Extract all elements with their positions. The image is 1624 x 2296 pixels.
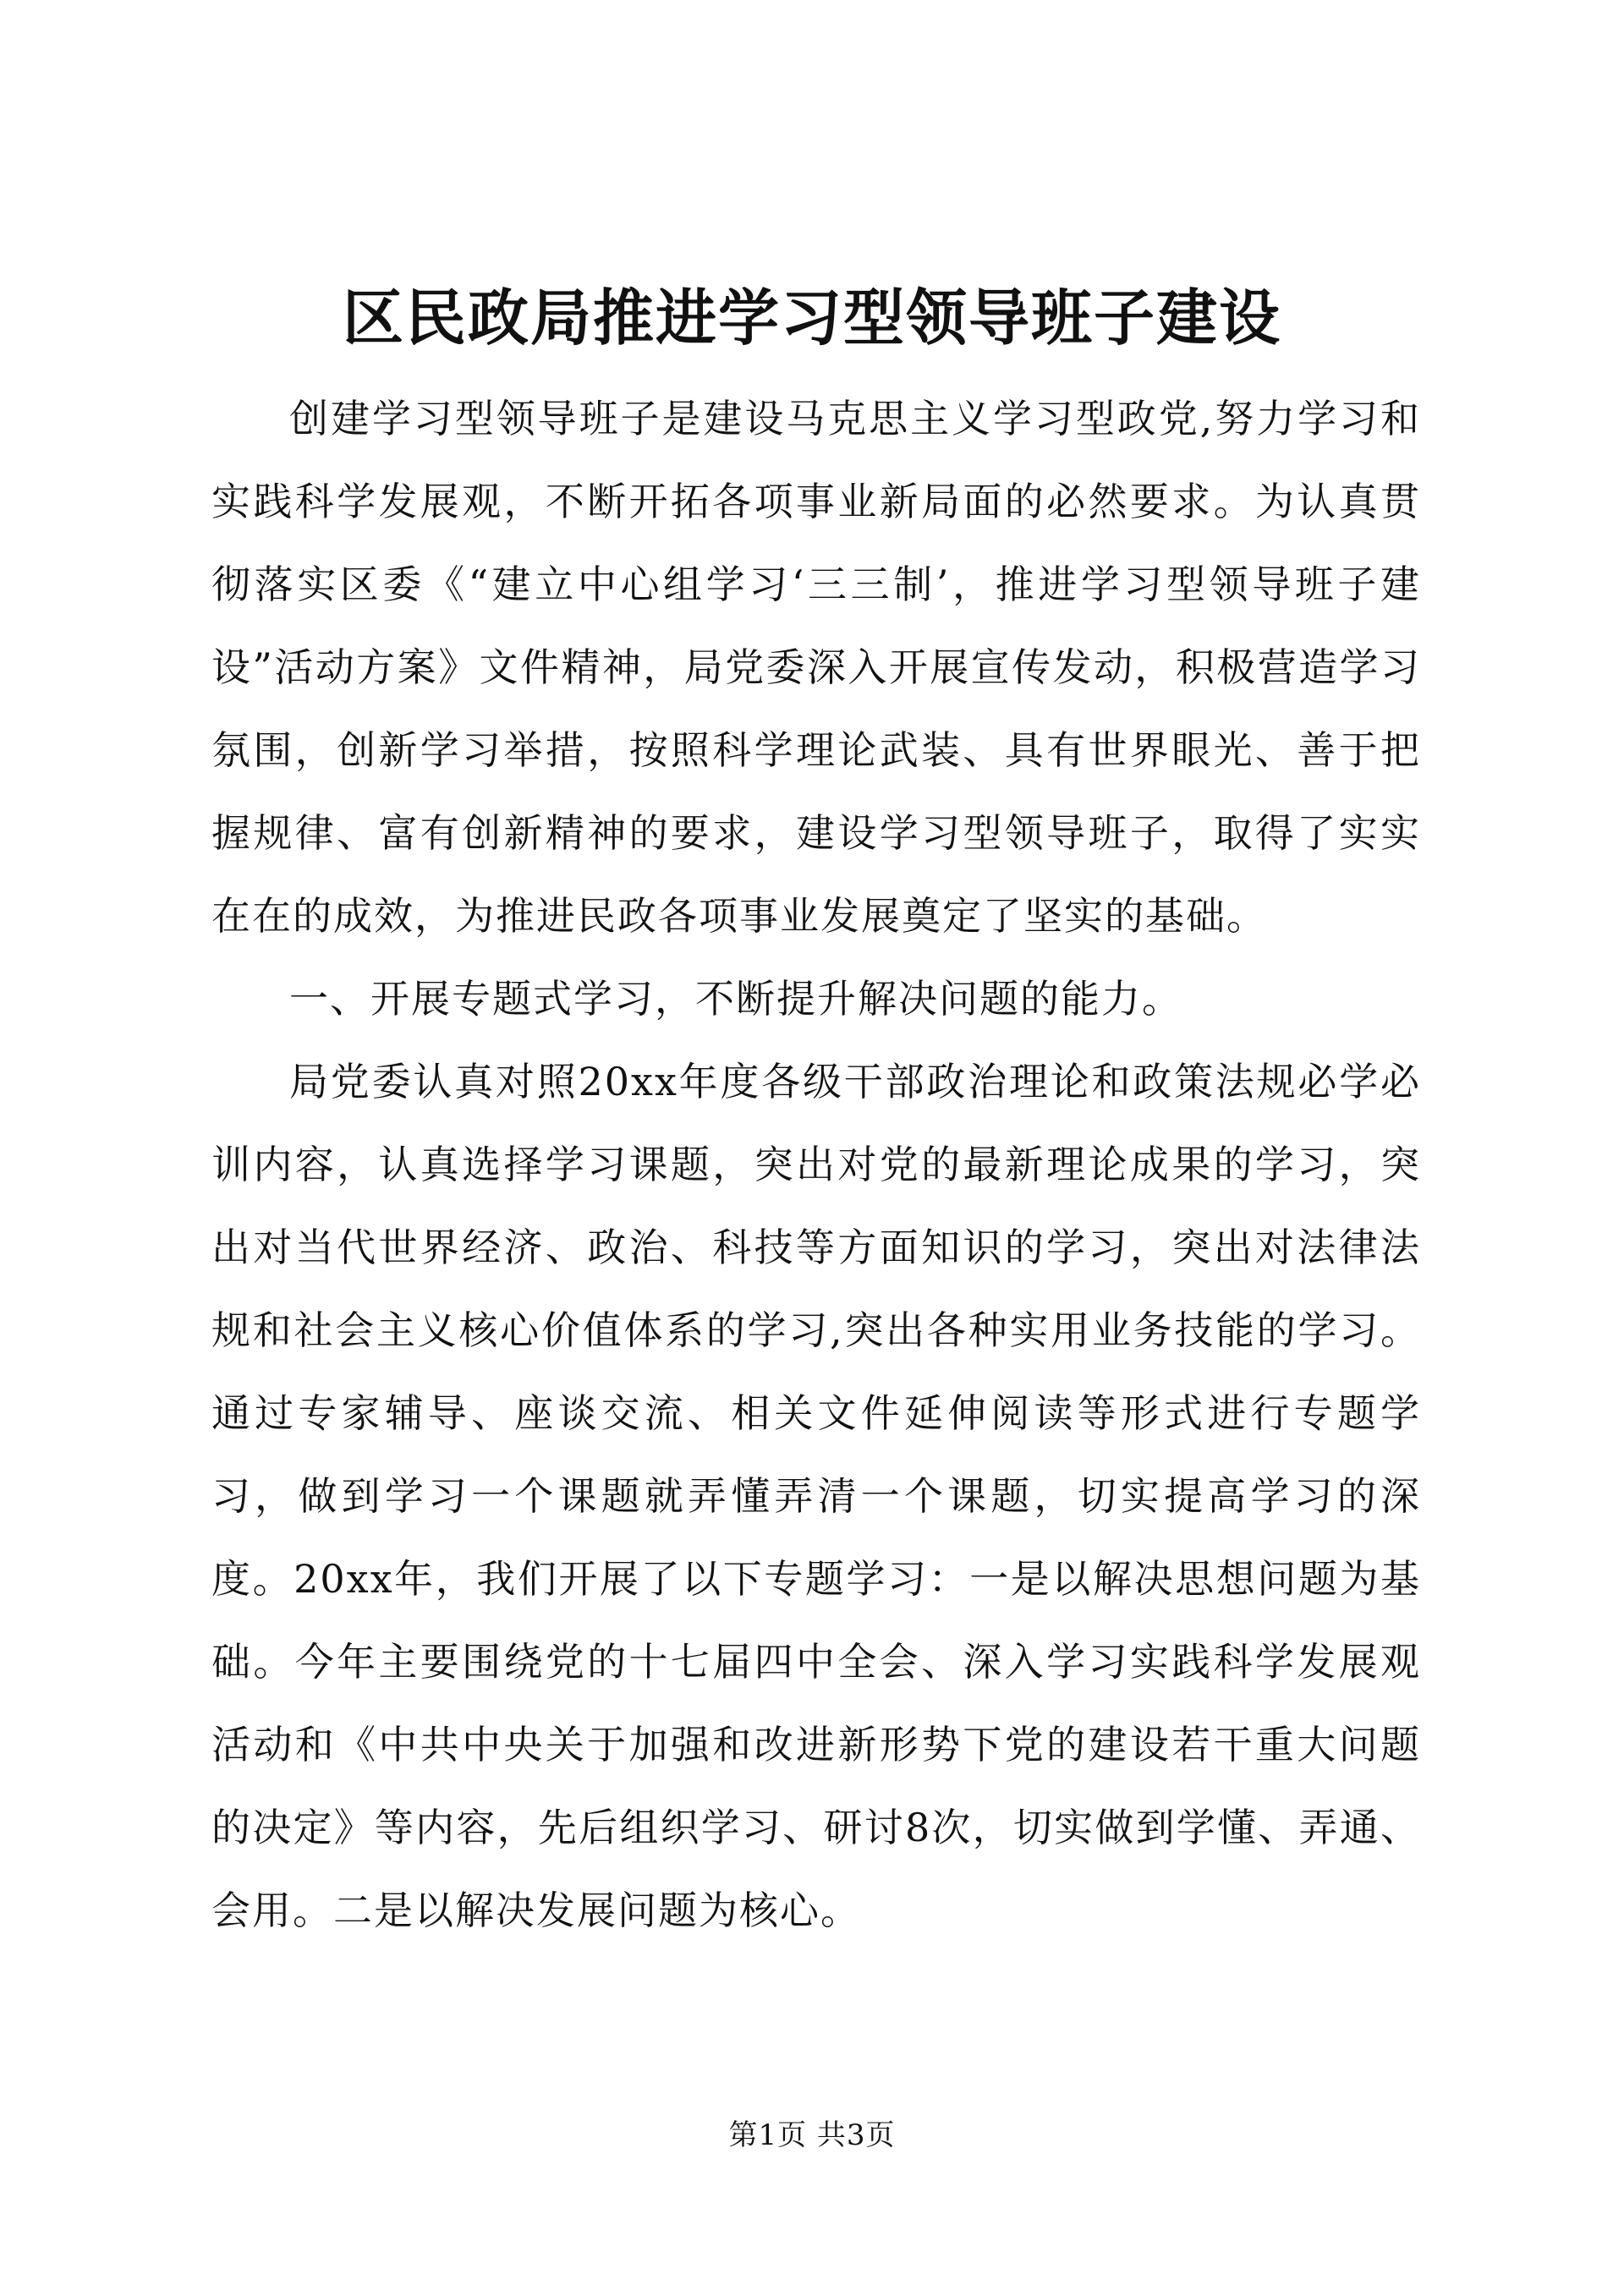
page-footer: 第1页 共3页 — [728, 2118, 896, 2152]
paragraph-section-heading: 一、开展专题式学习，不断提升解决问题的能力。 — [289, 976, 1182, 1022]
document-body — [211, 377, 1421, 1952]
document-title: 区民政局推进学习型领导班子建设 — [342, 282, 1281, 353]
paragraph-intro: 创建学习型领导班子是建设马克思主义学习型政党,努力学习和实践科学发展观，不断开拓各项事业新局面的必然要求。为认真贯彻落实区委《“建立中心组学习‘三三制’，推进学习型领导班子建设”活动方案》文件精神，局党委深入开展宣传发动，积极营造学习氛围，创新学习举措，按照科学理论武装、具有世界眼光、善于把握规律、富有创新精神的要求，建设学习型领导班子，取得了实实在在的成效，为推进民政各项事业发展奠定了坚实的基础。 — [211, 396, 1421, 939]
paragraph-section-body: 局党委认真对照20xx年度各级干部政治理论和政策法规必学必训内容，认真选择学习课题，突出对党的最新理论成果的学习，突出对当代世界经济、政治、科技等方面知识的学习，突出对法律法规和社会主义核心价值体系的学习,突出各种实用业务技能的学习。通过专家辅导、座谈交流、相关文件延伸阅读等形式进行专题学习，做到学习一个课题就弄懂弄清一个课题，切实提高学习的深度。20xx年，我们开展了以下专题学习：一是以解决思想问题为基础。今年主要围绕党的十七届四中全会、深入学习实践科学发展观活动和《中共中央关于加强和改进新形势下党的建设若干重大问题的决定》等内容，先后组织学习、研讨8次，切实做到学懂、弄通、会用。二是以解决发展问题为核心。 — [211, 1059, 1421, 1933]
